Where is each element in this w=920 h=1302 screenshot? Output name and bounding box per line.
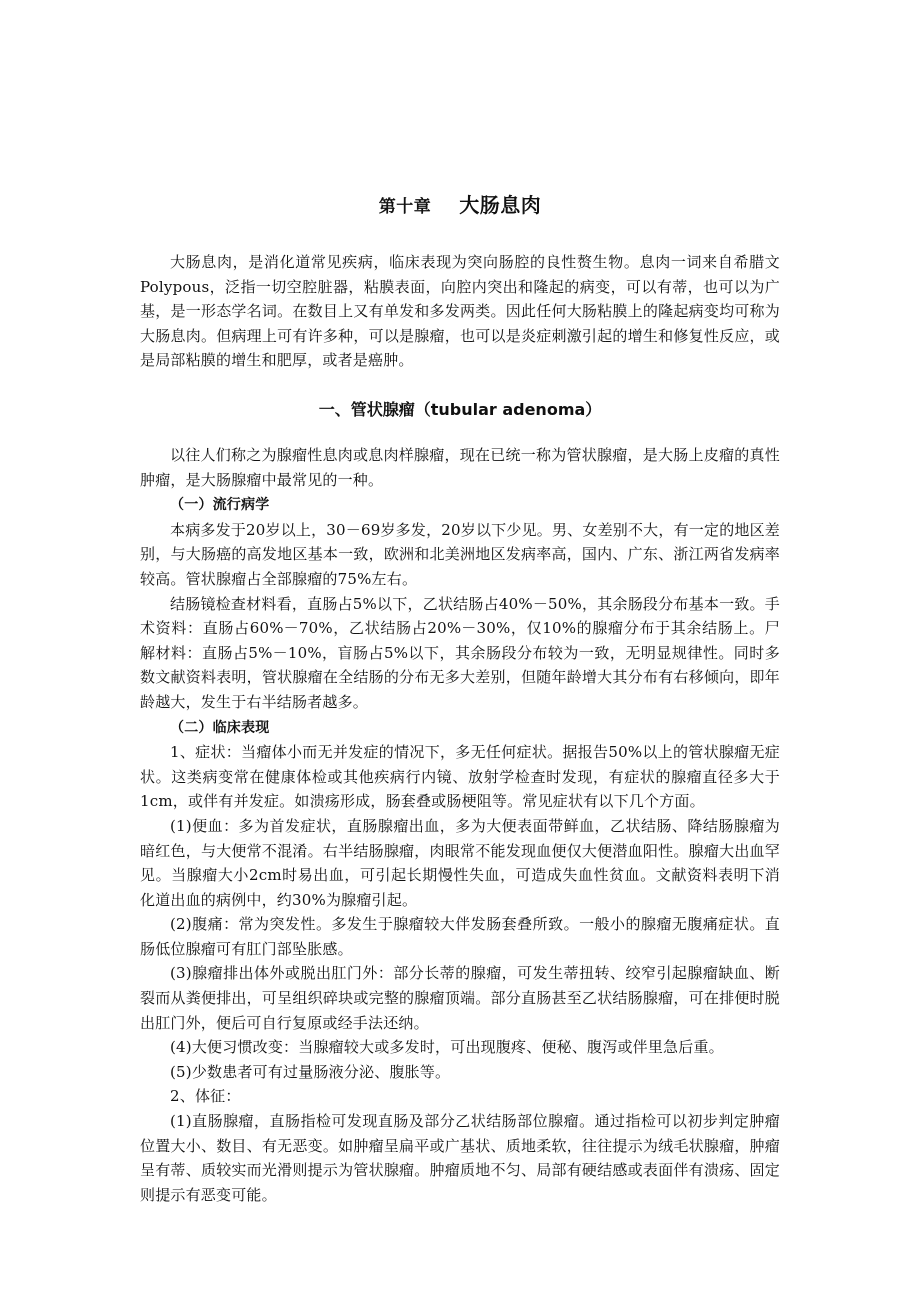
chapter-number: 第十章 bbox=[378, 197, 432, 217]
section-intro-paragraph: 以往人们称之为腺瘤性息肉或息肉样腺瘤，现在已统一称为管状腺瘤，是大肠上皮瘤的真性肿瘤，是大肠腺瘤中最常见的一种。 bbox=[140, 446, 780, 489]
chapter-title bbox=[0, 190, 920, 222]
symptom-item-3: (3)腺瘤排出体外或脱出肛门外：部分长蒂的腺瘤，可发生蒂扭转、绞窄引起腺瘤缺血、断裂而从粪便排出，可呈组织碎块或完整的腺瘤顶端。部分直肠甚至乙状结肠腺瘤，可在排便时脱出肛门外，便后可自行复原或经手法还纳。 bbox=[140, 964, 780, 1032]
symptoms-paragraph: 1、症状：当瘤体小而无并发症的情况下，多无任何症状。据报告50%以上的管状腺瘤无症状。这类病变常在健康体检或其他疾病行内镜、放射学检查时发现，有症状的腺瘤直径多大于1cm，或伴有并发症。如溃疡形成，肠套叠或肠梗阻等。常见症状有以下几个方面。 bbox=[140, 743, 780, 811]
epidemiology-paragraph-1: 本病多发于20岁以上，30－69岁多发，20岁以下少见。男、女差别不大，有一定的地区差别，与大肠癌的高发地区基本一致，欧洲和北美洲地区发病率高，国内、广东、浙江两省发病率较高。管状腺瘤占全部腺瘤的75%左右。 bbox=[140, 520, 780, 588]
chapter-name: 大肠息肉 bbox=[459, 193, 542, 217]
intro-paragraph: 大肠息肉，是消化道常见疾病，临床表现为突向肠腔的良性赘生物。息肉一词来自希腊文Polypous，泛指一切空腔脏器，粘膜表面，向腔内突出和隆起的病变，可以有蒂，也可以为广基，是一形态学名词。在数目上又有单发和多发两类。因此任何大肠粘膜上的隆起病变均可称为大肠息肉。但病理上可有许多种，可以是腺瘤，也可以是炎症刺激引起的增生和修复性反应，或是局部粘膜的增生和肥厚，或者是癌肿。 bbox=[140, 253, 780, 370]
signs-item-1: (1)直肠腺瘤，直肠指检可发现直肠及部分乙状结肠部位腺瘤。通过指检可以初步判定肿瘤位置大小、数目、有无恶变。如肿瘤呈扁平或广基状、质地柔软，往往提示为绒毛状腺瘤，肿瘤呈有蒂、质较实而光滑则提示为管状腺瘤。肿瘤质地不匀、局部有硬结感或表面伴有溃疡、固定则提示有恶变可能。 bbox=[140, 1112, 780, 1204]
clinical-heading-text: （二）临床表现 bbox=[170, 719, 270, 736]
section-title: 一、管状腺瘤（tubular adenoma） bbox=[318, 400, 602, 419]
signs-heading: 2、体征： bbox=[170, 1087, 241, 1106]
symptom-item-2: (2)腹痛：常为突发性。多发生于腺瘤较大伴发肠套叠所致。一般小的腺瘤无腹痛症状。直肠低位腺瘤可有肛门部坠胀感。 bbox=[140, 915, 780, 958]
epidemiology-heading bbox=[140, 492, 780, 518]
intro-block bbox=[140, 250, 780, 373]
section-body bbox=[140, 443, 780, 1207]
clinical-heading bbox=[140, 715, 780, 741]
symptom-item-4: (4)大便习惯改变：当腺瘤较大或多发时，可出现腹疼、便秘、腹泻或伴里急后重。 bbox=[170, 1038, 724, 1057]
epidemiology-heading-text: （一）流行病学 bbox=[170, 497, 270, 514]
epidemiology-paragraph-2: 结肠镜检查材料看，直肠占5%以下，乙状结肠占40%－50%，其余肠段分布基本一致。手术资料：直肠占60%－70%，乙状结肠占20%－30%，仅10%的腺瘤分布于其余结肠上。尸解材料：直肠占5%－10%，盲肠占5%以下，其余肠段分布较为一致，无明显规律性。同时多数文献资料表明，管状腺瘤在全结肠的分布无多大差别，但随年龄增大其分布有右移倾向，即年龄越大，发生于右半结肠者越多。 bbox=[140, 594, 780, 711]
symptom-item-5: (5)少数患者可有过量肠液分泌、腹胀等。 bbox=[170, 1062, 451, 1081]
symptom-item-1: (1)便血：多为首发症状，直肠腺瘤出血，多为大便表面带鲜血，乙状结肠、降结肠腺瘤为暗红色，与大便常不混淆。右半结肠腺瘤，肉眼常不能发现血便仅大便潜血阳性。腺瘤大出血罕见。当腺瘤大小2cm时易出血，可引起长期慢性失血，可造成失血性贫血。文献资料表明下消化道出血的病例中，约30%为腺瘤引起。 bbox=[140, 816, 780, 909]
